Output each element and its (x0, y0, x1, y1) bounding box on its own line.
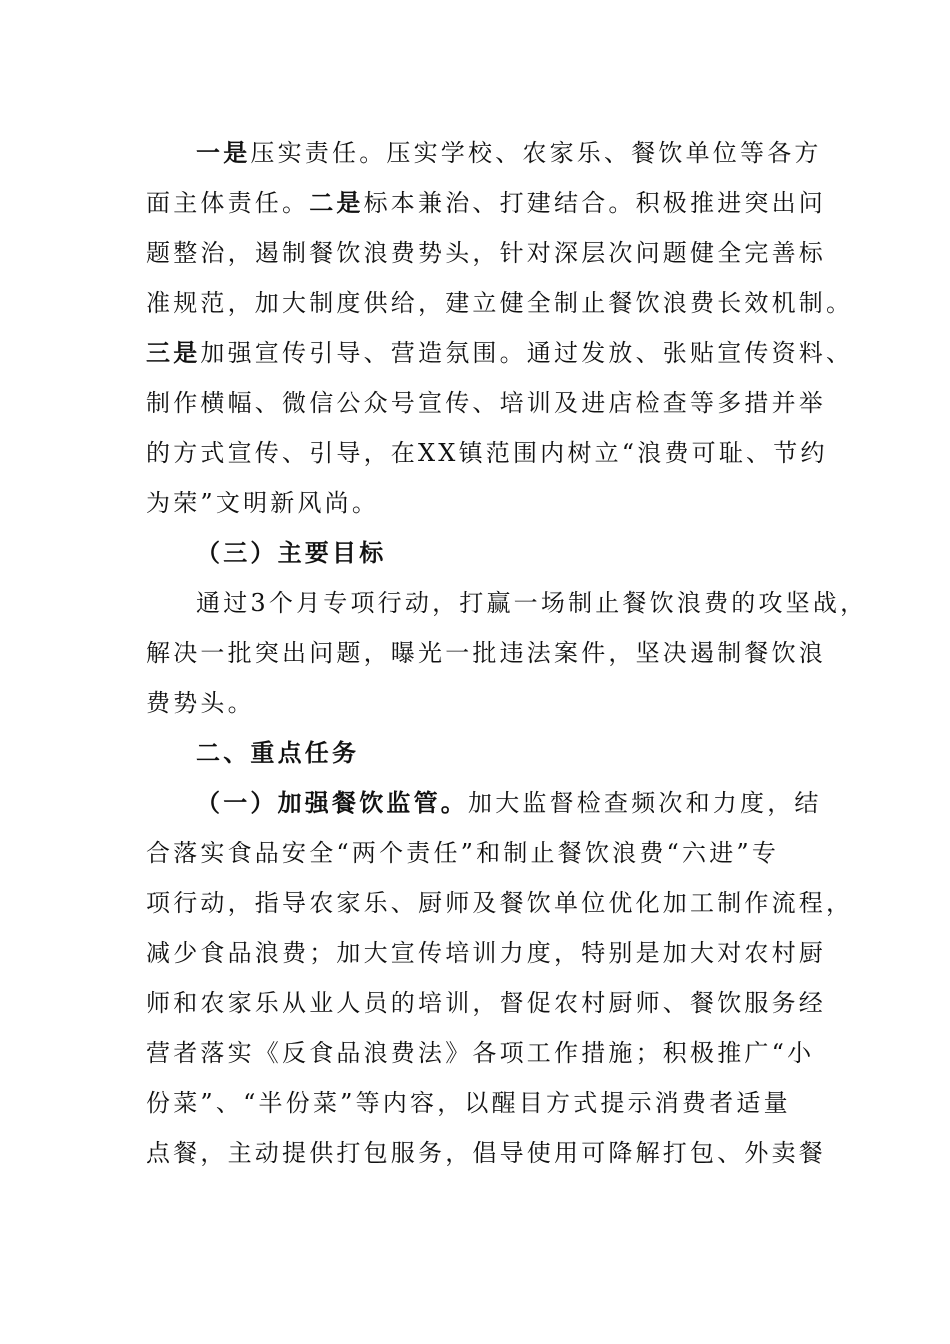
text-line: 合落实食品安全“两个责任”和制止餐饮浪费“六进”专 (146, 839, 780, 867)
text-line: 解决一批突出问题，曝光一批违法案件，坚决遏制餐饮浪 (146, 639, 826, 667)
text-line: 减少食品浪费；加大宣传培训力度，特别是加大对农村厨 (146, 939, 826, 967)
text-line: 的方式宣传、引导，在XX镇范围内树立“浪费可耻、节约 (146, 439, 828, 467)
text-line (146, 186, 846, 220)
text-line: 点餐，主动提供打包服务，倡导使用可降解打包、外卖餐 (146, 1139, 826, 1167)
text-line: 营者落实《反食品浪费法》各项工作措施；积极推广“小 (146, 1039, 815, 1067)
text-line: 份菜”、“半份菜”等内容，以醒目方式提示消费者适量 (146, 1089, 791, 1117)
body-text: 面主体责任。 (146, 189, 310, 217)
text-line: 通过3个月专项行动，打赢一场制止餐饮浪费的攻坚战， (196, 589, 868, 617)
text-line: 为荣”文明新风尚。 (146, 489, 380, 517)
text-line: 准规范，加大制度供给，建立健全制止餐饮浪费长效机制。 (146, 289, 854, 317)
text-line: 师和农家乐从业人员的培训，督促农村厨师、餐饮服务经 (146, 989, 826, 1017)
body-text: 压实责任。压实学校、农家乐、餐饮单位等各方 (250, 139, 822, 167)
body-text: 加大监督检查频次和力度，结 (468, 789, 822, 817)
text-line (196, 786, 896, 820)
body-text: 标本兼治、打建结合。积极推进突出问 (363, 189, 827, 217)
emphasis-text: 二是 (309, 189, 364, 217)
text-line (146, 336, 854, 370)
text-line: 费势头。 (146, 689, 255, 717)
emphasis-text: 一是 (196, 139, 251, 167)
text-line (196, 136, 896, 170)
section-heading-main-goals: （三）主要目标 (196, 539, 387, 567)
text-line: 题整治，遏制餐饮浪费势头，针对深层次问题健全完善标 (146, 239, 826, 267)
emphasis-text: 三是 (146, 339, 201, 367)
body-text: 加强宣传引导、营造氛围。通过发放、张贴宣传资料、 (200, 339, 854, 367)
text-line: 项行动，指导农家乐、厨师及餐饮单位优化加工制作流程， (146, 889, 854, 917)
text-line: 制作横幅、微信公众号宣传、培训及进店检查等多措并举 (146, 389, 826, 417)
emphasis-text: （一）加强餐饮监管。 (196, 789, 468, 817)
section-heading-key-tasks: 二、重点任务 (196, 739, 360, 767)
